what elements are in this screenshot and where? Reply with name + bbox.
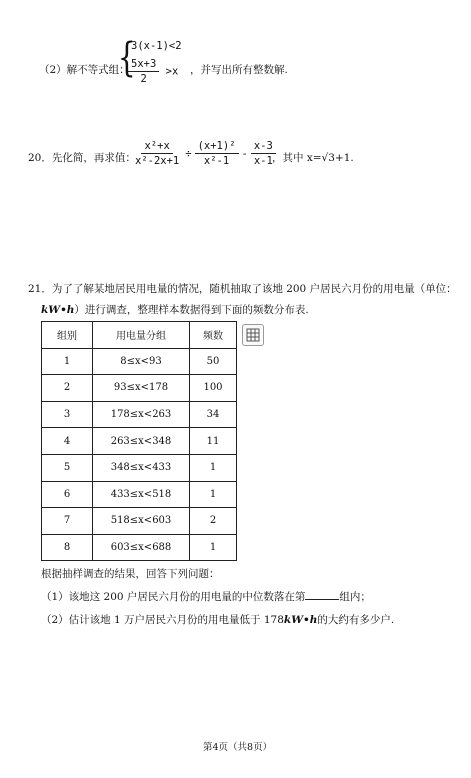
table-icon[interactable] xyxy=(242,324,264,346)
table-row: 3 178≤x<263 34 xyxy=(42,401,237,428)
q21-after: 根据抽样调查的结果，回答下列问题： xyxy=(41,568,220,580)
q19-2-tail: ，并写出所有整数解. xyxy=(190,64,288,76)
q20-label: 20．先化简，再求值： xyxy=(28,152,136,164)
q21-sub1: （1）该地这 200 户居民六月份的用电量的中位数落在第 组内； xyxy=(41,591,371,603)
header-cell: 用电量分组 xyxy=(93,322,190,349)
header-cell: 频数 xyxy=(190,322,237,349)
inequality-1: 3(x-1)<2 xyxy=(131,40,182,52)
fraction-1: $\frac{\text{x²+x}}{\text{x²-2x+1}}$ xyxy=(135,140,180,167)
answer-blank[interactable] xyxy=(305,589,339,600)
table-row: 6 433≤x<518 1 xyxy=(42,481,237,508)
q20-tail: ，其中 x=√3+1. xyxy=(272,152,354,164)
q21-line1: 21．为了了解某地居民用电量的情况，随机抽取了该地 200 户居民六月份的用电量（单位： xyxy=(28,283,457,295)
system-brace: { xyxy=(117,35,136,81)
page-footer: 第4页（共8页） xyxy=(203,742,273,753)
q21-sub2: （2）估计该地 1 万户居民六月份的用电量低于 178kW•h的大约有多少户. xyxy=(41,614,395,626)
fraction-3: $\frac{x-3}{x-1}$ xyxy=(251,140,276,167)
inequality-2: $\frac{5x+3}{2}$ >x xyxy=(128,58,178,85)
table-row: 2 93≤x<178 100 xyxy=(42,375,237,402)
table-row: 7 518≤x<603 2 xyxy=(42,508,237,535)
fraction-2: $\frac{\text{(x+1)²}}{\text{x²-1}}$ xyxy=(195,140,239,167)
table-row: 1 8≤x<93 50 xyxy=(42,348,237,375)
table-row: 5 348≤x<433 1 xyxy=(42,454,237,481)
header-cell: 组别 xyxy=(42,322,93,349)
table-header-row xyxy=(42,322,237,349)
q21-line2: kW•h）进行调查，整理样本数据得到下面的频数分布表. xyxy=(41,304,309,316)
table-row: 4 263≤x<348 11 xyxy=(42,428,237,455)
table-row: 8 603≤x<688 1 xyxy=(42,534,237,561)
q19-2-label: （2）解不等式组： xyxy=(39,64,130,76)
frequency-table xyxy=(41,321,237,561)
q20-expression: $\frac{\text{x²+x}}{\text{x²-2x+1}}$ ÷ $\frac{\text{(x+1)²}}{\text{x²-1}}$ - $\frac{x-3}{x-1}$ xyxy=(132,140,276,167)
